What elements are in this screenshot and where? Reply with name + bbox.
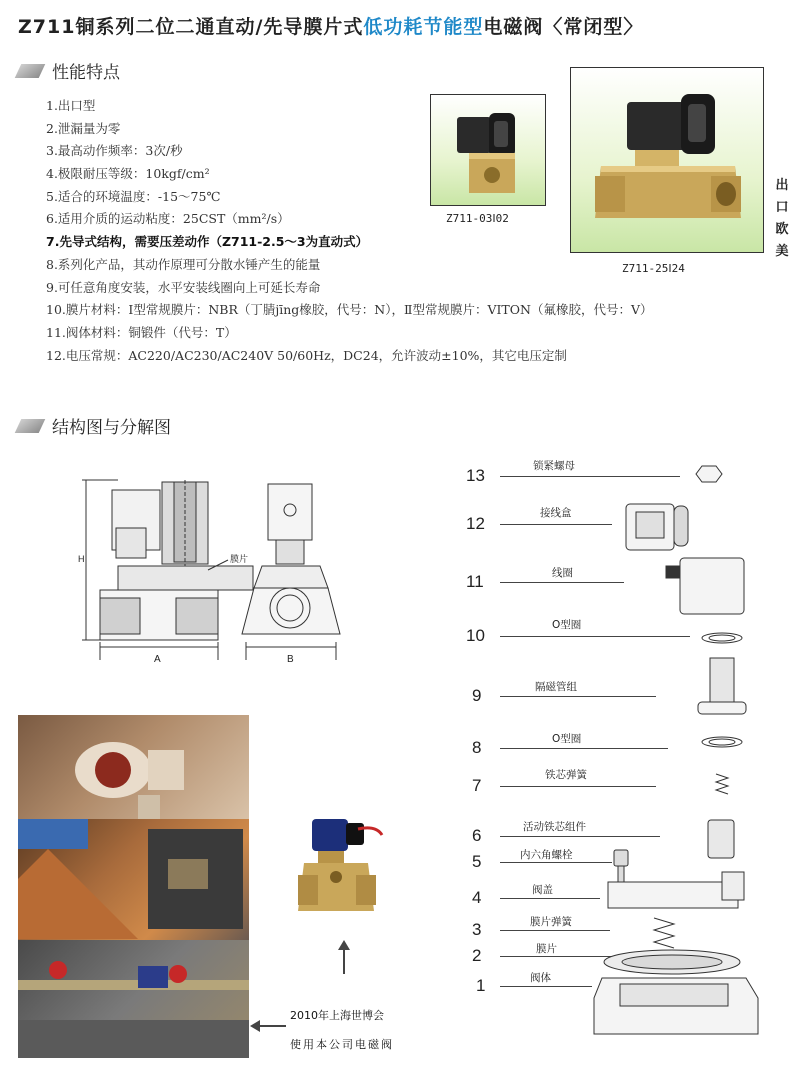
plunger-shape — [708, 820, 734, 858]
part-number: 3 — [472, 920, 482, 939]
feature-item: 8.系列化产品，其动作原理可分散水锤产生的能量 — [46, 256, 321, 272]
structure-heading-text: 结构图与分解图 — [52, 418, 171, 438]
part-name: 阀盖 — [532, 884, 553, 896]
part-number: 1 — [476, 976, 486, 995]
product-photo-large — [570, 67, 764, 253]
feature-item: 10.膜片材料：Ⅰ型常规膜片：NBR（丁腈jīng橡胶，代号：N），Ⅱ型常规膜片：VITON（氟橡胶，代号：V） — [46, 302, 653, 318]
part-name: O型圈 — [552, 733, 582, 745]
part-number: 9 — [472, 686, 482, 705]
diaphragm-spring-shape — [654, 918, 674, 948]
page-title — [18, 12, 643, 39]
left-arrow-icon — [250, 1020, 286, 1032]
section-marker-icon — [15, 419, 46, 433]
application-photo-heater — [18, 715, 249, 819]
part-name: 膜片弹簧 — [530, 916, 572, 928]
pipes-image — [18, 940, 249, 1058]
part-name: 铁芯弹簧 — [545, 769, 587, 781]
part-number: 5 — [472, 852, 482, 871]
export-label: 出口欧美 — [775, 178, 789, 259]
hex-bolt-shape — [614, 850, 628, 866]
part-number: 4 — [472, 888, 482, 907]
valve-large-image — [571, 68, 764, 253]
section-marker-icon — [15, 64, 46, 78]
feature-item: 12.电压常规：AC220/AC230/AC240V 50/60Hz，DC24，允许波动±10%，其它电压定制 — [46, 347, 567, 363]
part-name: 内六角螺栓 — [520, 849, 573, 861]
feature-item: 6.适用介质的运动粘度：25CST（mm²/s） — [46, 211, 290, 227]
exploded-view-drawing — [590, 458, 790, 1048]
features-heading — [18, 58, 120, 83]
title-highlight: 低功耗节能型 — [363, 16, 484, 38]
leader-line — [500, 986, 592, 987]
expo-line-1: 2010年上海世博会 — [290, 1009, 384, 1022]
application-photo-installation — [18, 819, 249, 940]
feature-item: 4.极限耐压等级：10kgf/cm² — [46, 166, 210, 182]
valve-small-image — [431, 95, 546, 206]
product-photo-small — [430, 94, 546, 206]
product-caption-small: Z711-03Ⅰ02 — [446, 212, 509, 225]
dim-a-label: A — [154, 654, 161, 665]
part-name: 隔磁管组 — [535, 681, 577, 693]
feature-item: 1.出口型 — [46, 98, 96, 113]
structure-heading — [18, 413, 171, 438]
feature-item: 5.适合的环境温度：-15～75℃ — [46, 188, 221, 204]
cross-section-drawing — [78, 462, 363, 677]
part-number: 12 — [466, 514, 485, 533]
part-name: 接线盒 — [540, 507, 572, 519]
product-caption-large: Z711-25Ⅰ24 — [622, 262, 685, 275]
feature-item: 7.先导式结构，需要压差动作（Z711-2.5～3为直动式） — [46, 234, 369, 250]
part-name: 线圈 — [552, 567, 573, 579]
heater-image — [18, 715, 249, 819]
part-number: 7 — [472, 776, 482, 795]
part-name: O型圈 — [552, 619, 582, 631]
up-arrow-icon — [338, 940, 350, 974]
feature-item: 3.最高动作频率：3次/秒 — [46, 143, 183, 159]
part-number: 10 — [466, 626, 485, 645]
expo-valve-image — [298, 815, 388, 925]
isolation-tube-shape — [710, 658, 734, 706]
dim-h-label: H — [78, 554, 85, 564]
feature-item: 9.可任意角度安装，水平安装线圈向上可延长寿命 — [46, 279, 321, 295]
part-name: 锁紧螺母 — [533, 460, 575, 472]
features-heading-text: 性能特点 — [52, 63, 120, 83]
part-number: 13 — [466, 466, 485, 485]
leader-line — [500, 898, 600, 899]
part-name: 活动铁芯组件 — [523, 821, 586, 833]
expo-line-2: 使用本公司电磁阀 — [290, 1038, 394, 1051]
part-number: 6 — [472, 826, 482, 845]
features-list — [46, 95, 652, 367]
feature-item: 2.泄漏量为零 — [46, 120, 121, 136]
installation-image — [18, 819, 249, 940]
title-suffix: 电磁阀〈常闭型〉 — [483, 16, 644, 38]
part-name: 阀体 — [530, 972, 551, 984]
part-number: 8 — [472, 738, 482, 757]
dim-b-label: B — [287, 654, 294, 665]
part-number: 11 — [466, 572, 484, 591]
core-spring-shape — [716, 774, 728, 794]
valve-cover-shape — [608, 882, 738, 908]
part-name: 膜片 — [536, 943, 557, 955]
feature-item: 11.阀体材料：铜锻件（代号：T） — [46, 324, 237, 340]
lock-nut-shape — [696, 466, 722, 482]
diaphragm-label: 膜片 — [230, 555, 249, 565]
application-photo-pipes — [18, 940, 249, 1058]
title-prefix: Z711铜系列二位二通直动/先导膜片式 — [18, 16, 364, 38]
coil-shape — [680, 558, 744, 614]
part-number: 2 — [472, 946, 482, 965]
